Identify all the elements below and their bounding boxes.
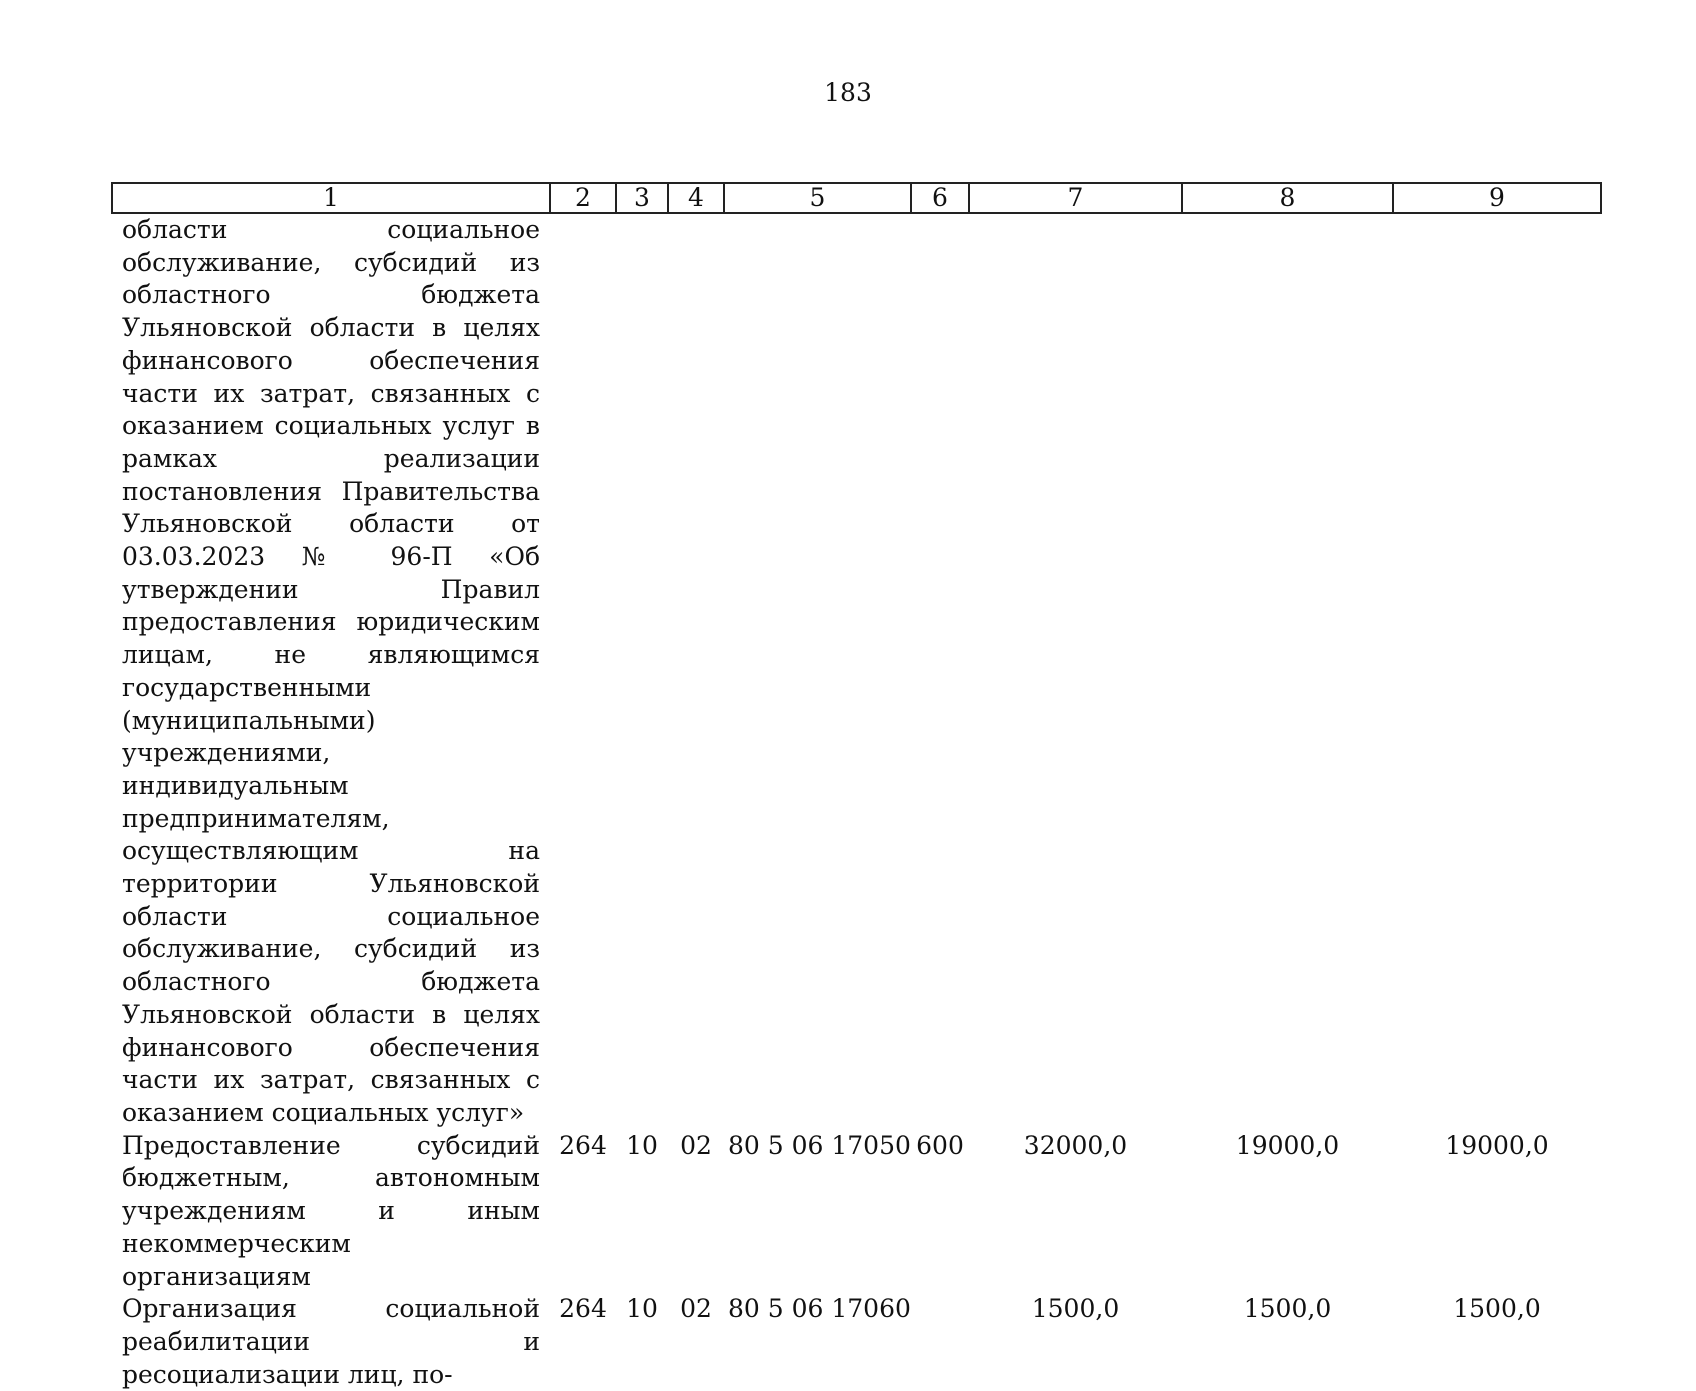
row-description: Организация социальной реабилитации и ресоциализации лиц, по-	[122, 1294, 540, 1389]
cell-col-3: 10	[626, 1294, 658, 1324]
table-row	[112, 1293, 1601, 1391]
row-description: Предоставление субсидий бюджетным, автономным учреждениям и иным некоммерческим организациям	[122, 1130, 540, 1291]
table-row	[112, 1130, 1601, 1294]
row-description: области социальное обслуживание, субсидий из областного бюджета Ульяновской области в целях финансового обеспечения части их затрат, связанных с оказанием социальных услуг в рамках реализации постановления Правительства Ульяновской области от 03.03.2023 № 96-П «Об утверждении Правил предоставления юридическим лицам, не являющимся государственными (муниципальными) учреждениями, индивидуальным предпринимателям, осуществляющим на территории Ульяновской области социальное обслуживание, субсидий из областного бюджета Ульяновской области в целях финансового обеспечения части их затрат, связанных с оказанием социальных услуг»	[122, 215, 540, 1127]
column-header-2: 2	[550, 183, 616, 213]
cell-col-9: 1500,0	[1453, 1294, 1541, 1324]
column-header-6: 6	[911, 183, 969, 213]
column-header-9: 9	[1393, 183, 1601, 213]
cell-col-7: 32000,0	[1023, 1130, 1128, 1160]
cell-col-7: 1500,0	[1031, 1294, 1120, 1324]
cell-col-6	[911, 1293, 969, 1391]
cell-col-5	[724, 213, 911, 1130]
cell-col-6: 600	[916, 1130, 964, 1160]
cell-col-5: 80 5 06 17050	[728, 1130, 911, 1160]
cell-col-2	[550, 213, 616, 1130]
cell-col-4	[668, 213, 724, 1130]
column-header-5: 5	[724, 183, 911, 213]
table-row	[112, 213, 1601, 1130]
cell-col-2: 264	[559, 1130, 607, 1160]
column-header-3: 3	[616, 183, 668, 213]
budget-table	[111, 182, 1602, 1391]
cell-col-2: 264	[559, 1294, 607, 1324]
cell-col-9: 19000,0	[1445, 1130, 1549, 1160]
cell-col-5: 80 5 06 17060	[728, 1294, 911, 1324]
cell-col-4: 02	[680, 1294, 712, 1324]
column-header-1: 1	[112, 183, 550, 213]
cell-col-6	[911, 213, 969, 1130]
column-header-8: 8	[1182, 183, 1393, 213]
column-header-4: 4	[668, 183, 724, 213]
cell-col-7	[969, 213, 1182, 1130]
cell-col-9	[1393, 213, 1601, 1130]
table-header-row	[112, 183, 1601, 213]
cell-col-3: 10	[626, 1130, 658, 1160]
cell-col-8: 1500,0	[1243, 1294, 1332, 1324]
cell-col-8: 19000,0	[1235, 1130, 1340, 1160]
column-header-7: 7	[969, 183, 1182, 213]
cell-col-4: 02	[680, 1130, 712, 1160]
page-number: 183	[824, 78, 872, 107]
cell-col-3	[616, 213, 668, 1130]
cell-col-8	[1182, 213, 1393, 1130]
